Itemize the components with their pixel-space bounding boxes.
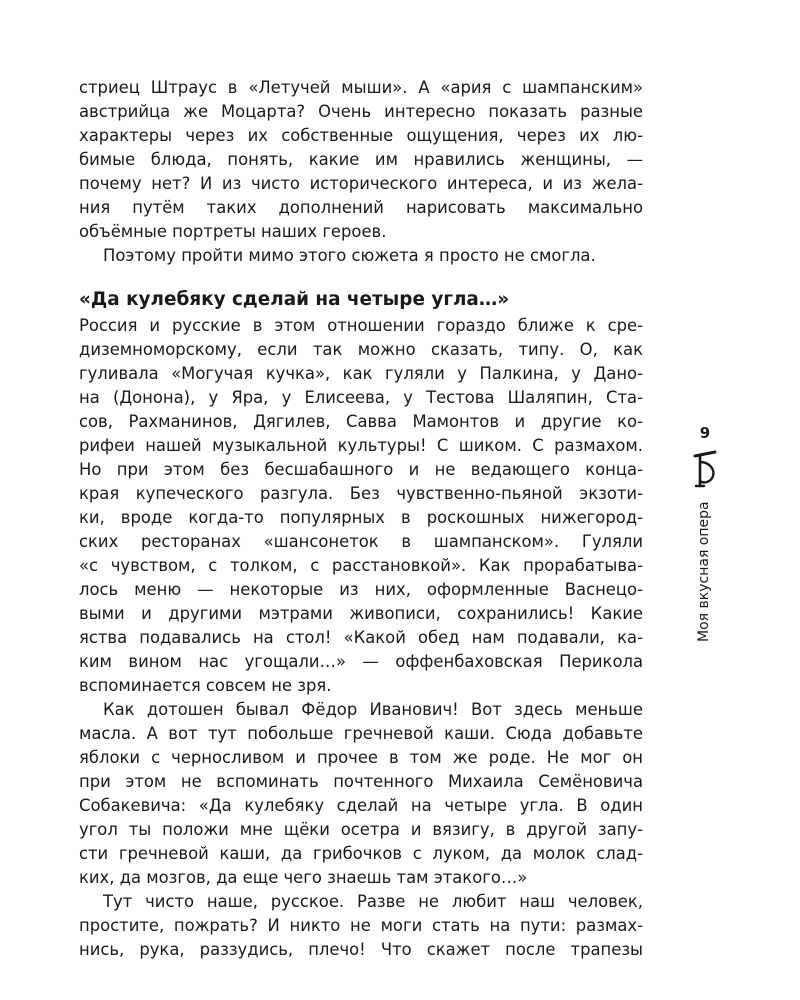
text-line: Собакевича: «Да кулебяку сделай на четыре угла. В один [79, 796, 643, 815]
text-line: Россия и русские в этом отношении гораздо ближе к сре- [79, 316, 643, 335]
paragraph [79, 698, 643, 890]
text-line: простите, пожрать? И никто не моги стать на пути: размах- [79, 916, 643, 935]
text-line: характеры через их собственные ощущения, через их лю- [79, 126, 643, 145]
page-number: 9 [699, 424, 711, 442]
note-ornament-icon [692, 448, 718, 490]
paragraph [79, 76, 643, 244]
paragraph [79, 314, 643, 698]
text-line: лось меню — некоторые из них, оформленные Васнецо- [79, 580, 643, 599]
running-title: Моя вкусная опера [696, 501, 712, 642]
section-heading: «Да кулебяку сделай на четыре угла…» [79, 289, 510, 310]
text-line: Но при этом без бесшабашного и не ведающего конца- [79, 460, 643, 479]
text-line: рифеи нашей музыкальной культуры! С шиком. С размахом. [79, 436, 643, 455]
text-line: объёмные портреты наших героев. [79, 222, 387, 241]
text-line: «с чувством, с толком, с расстановкой». Как прорабатыва- [79, 556, 643, 575]
text-line: на (Донона), у Яра, у Елисеева, у Тестова Шаляпин, Ста- [79, 388, 643, 407]
text-line: ким вином нас угощали…» — оффенбаховская Перикола [79, 652, 643, 671]
text-line: угол ты положи мне щёки осетра и вязигу, в другой запу- [79, 820, 643, 839]
text-line: Как дотошен бывал Фёдор Иванович! Вот здесь меньше [103, 700, 643, 719]
text-line: выми и другими мэтрами живописи, сохранились! Какие [79, 604, 643, 623]
text-line: ки, вроде когда-то популярных в роскошных нижегород- [79, 508, 643, 527]
paragraph [79, 244, 643, 268]
text-line: почему нет? И из чисто исторического интереса, и из жела- [79, 174, 643, 193]
text-line: Поэтому пройти мимо этого сюжета я просто не смогла. [103, 246, 596, 265]
page-body [79, 76, 643, 962]
text-line: гуливала «Могучая кучка», как гуляли у Палкина, у Дано- [79, 364, 643, 383]
text-line: при этом не вспоминать почтенного Михаила Семёновича [79, 772, 643, 791]
text-line: яства подавались на стол! «Какой обед нам подавали, ка- [79, 628, 643, 647]
text-line: ских ресторанах «шансонеток в шампанском». Гуляли [79, 532, 643, 551]
spacer [79, 268, 643, 286]
text-line: нись, рука, раззудись, плечо! Что скажет после трапезы [79, 940, 643, 959]
text-line: стриец Штраус в «Летучей мыши». А «ария с шампанским» [79, 78, 643, 97]
text-line: сов, Рахманинов, Дягилев, Савва Мамонтов и другие ко- [79, 412, 643, 431]
text-line: ких, да мозгов, да еще чего знаешь там этакого…» [79, 868, 528, 887]
text-line: яблоки с черносливом и прочее в том же роде. Не мог он [79, 748, 643, 767]
text-line: ния путём таких дополнений нарисовать максимально [79, 198, 643, 217]
text-line: диземноморскому, если так можно сказать, типу. О, как [79, 340, 643, 359]
text-line: масла. А вот тут побольше гречневой каши. Сюда добавьте [79, 724, 643, 743]
text-line: вспоминается совсем не зря. [79, 676, 332, 695]
paragraph [79, 890, 643, 962]
text-line: бимые блюда, понять, какие им нравились женщины, — [79, 150, 643, 169]
text-line: края купеческого разгула. Без чувственно-пьяной экзоти- [79, 484, 643, 503]
text-line: австрийца же Моцарта? Очень интересно показать разные [79, 102, 643, 121]
text-line: сти гречневой каши, да грибочков с луком, да молок слад- [79, 844, 643, 863]
text-line: Тут чисто наше, русское. Разве не любит наш человек, [103, 892, 643, 911]
